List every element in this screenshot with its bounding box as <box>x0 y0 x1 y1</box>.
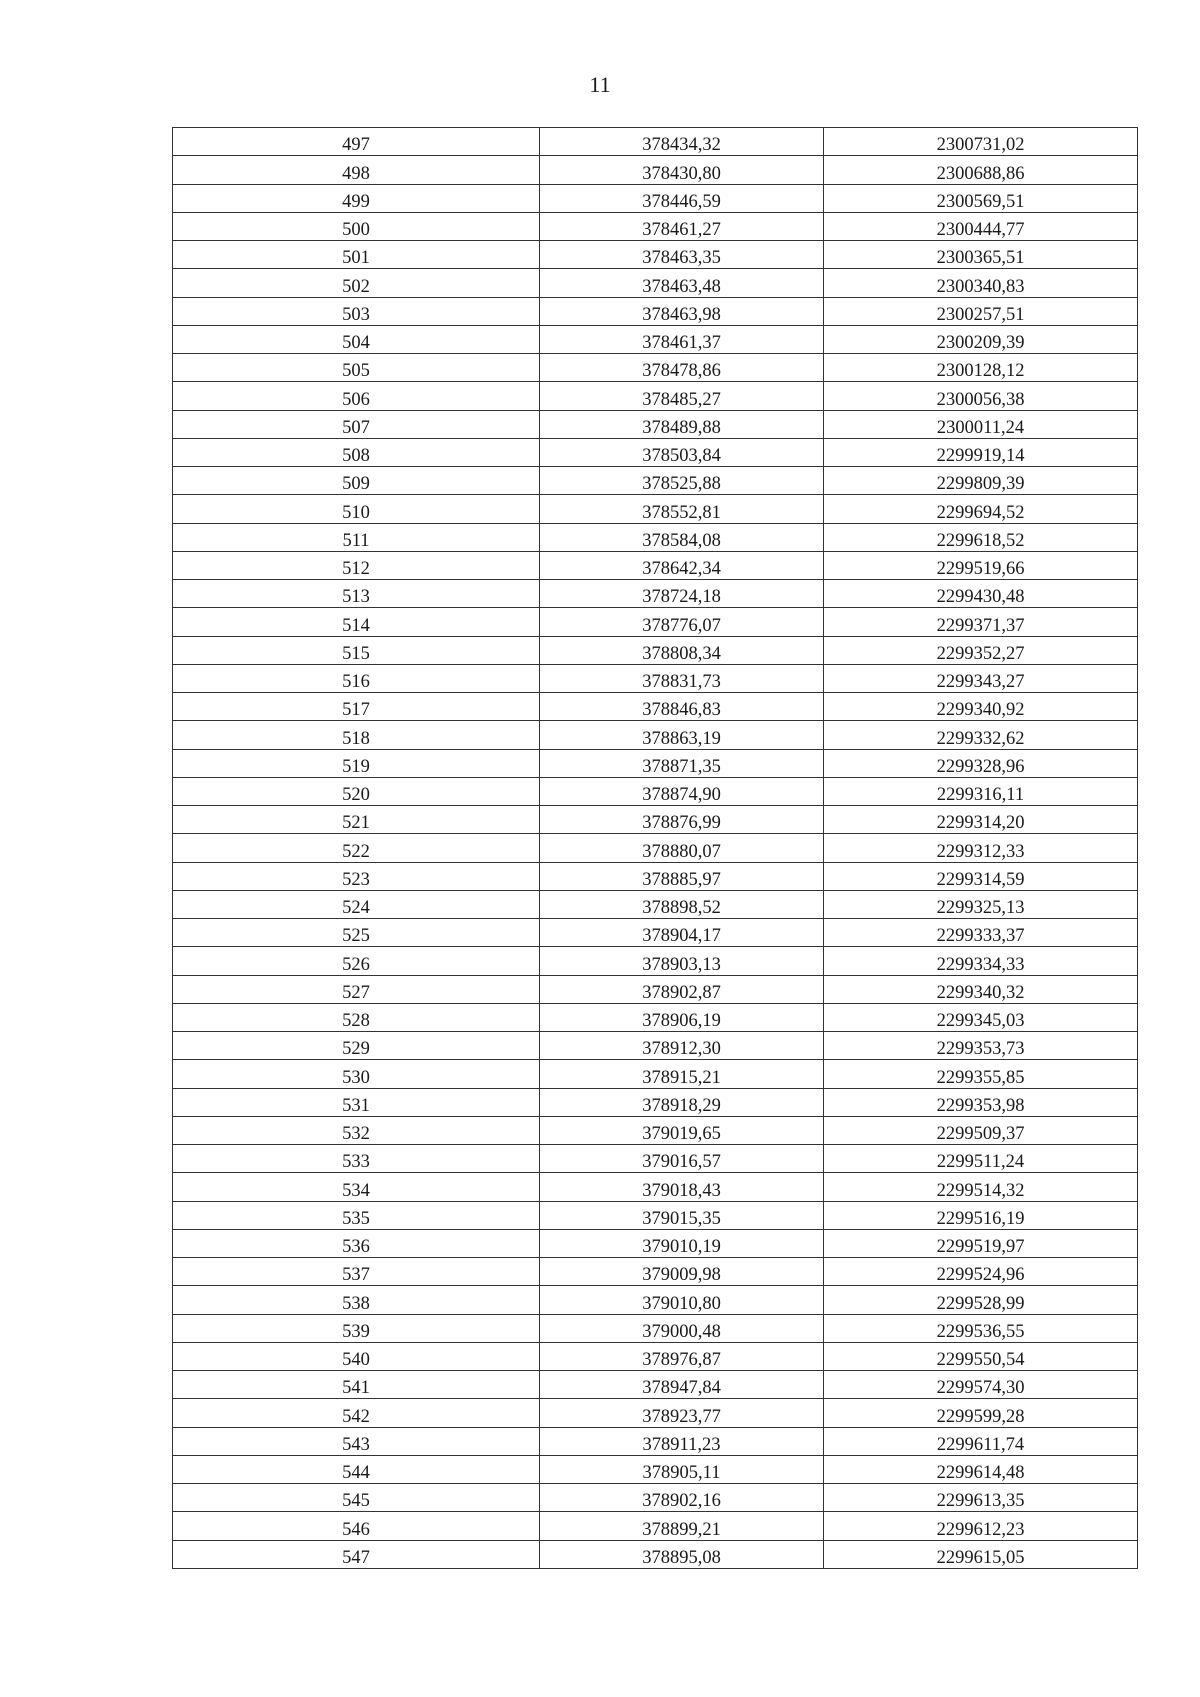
table-row <box>173 664 1138 692</box>
table-row <box>173 495 1138 523</box>
y-coordinate-cell: 2299312,33 <box>824 834 1138 862</box>
table-row <box>173 1173 1138 1201</box>
x-coordinate-cell: 378906,19 <box>540 1003 824 1031</box>
x-coordinate-cell: 379009,98 <box>540 1258 824 1286</box>
x-coordinate-cell: 378434,32 <box>540 128 824 156</box>
table-row <box>173 1427 1138 1455</box>
y-coordinate-cell: 2300128,12 <box>824 354 1138 382</box>
x-coordinate-cell: 378463,35 <box>540 241 824 269</box>
table-row <box>173 156 1138 184</box>
table-row <box>173 184 1138 212</box>
table-row <box>173 1088 1138 1116</box>
y-coordinate-cell: 2300011,24 <box>824 410 1138 438</box>
x-coordinate-cell: 378898,52 <box>540 890 824 918</box>
point-number-cell: 508 <box>173 438 540 466</box>
x-coordinate-cell: 378863,19 <box>540 721 824 749</box>
table-row <box>173 354 1138 382</box>
x-coordinate-cell: 378461,27 <box>540 212 824 240</box>
x-coordinate-cell: 378880,07 <box>540 834 824 862</box>
point-number-cell: 514 <box>173 608 540 636</box>
y-coordinate-cell: 2299524,96 <box>824 1258 1138 1286</box>
point-number-cell: 518 <box>173 721 540 749</box>
y-coordinate-cell: 2299536,55 <box>824 1314 1138 1342</box>
x-coordinate-cell: 378902,16 <box>540 1484 824 1512</box>
x-coordinate-cell: 378915,21 <box>540 1060 824 1088</box>
y-coordinate-cell: 2300257,51 <box>824 297 1138 325</box>
point-number-cell: 535 <box>173 1201 540 1229</box>
y-coordinate-cell: 2299328,96 <box>824 749 1138 777</box>
point-number-cell: 516 <box>173 664 540 692</box>
x-coordinate-cell: 378923,77 <box>540 1399 824 1427</box>
point-number-cell: 515 <box>173 636 540 664</box>
x-coordinate-cell: 378976,87 <box>540 1342 824 1370</box>
y-coordinate-cell: 2299345,03 <box>824 1003 1138 1031</box>
y-coordinate-cell: 2299611,74 <box>824 1427 1138 1455</box>
point-number-cell: 507 <box>173 410 540 438</box>
table-row <box>173 523 1138 551</box>
y-coordinate-cell: 2299316,11 <box>824 777 1138 805</box>
coordinates-table-body <box>173 128 1138 1569</box>
x-coordinate-cell: 378831,73 <box>540 664 824 692</box>
y-coordinate-cell: 2299612,23 <box>824 1512 1138 1540</box>
y-coordinate-cell: 2299340,92 <box>824 693 1138 721</box>
table-row <box>173 636 1138 664</box>
y-coordinate-cell: 2299613,35 <box>824 1484 1138 1512</box>
point-number-cell: 531 <box>173 1088 540 1116</box>
y-coordinate-cell: 2299371,37 <box>824 608 1138 636</box>
point-number-cell: 521 <box>173 806 540 834</box>
x-coordinate-cell: 379018,43 <box>540 1173 824 1201</box>
table-row <box>173 947 1138 975</box>
point-number-cell: 534 <box>173 1173 540 1201</box>
point-number-cell: 547 <box>173 1540 540 1568</box>
table-row <box>173 1258 1138 1286</box>
point-number-cell: 522 <box>173 834 540 862</box>
table-row <box>173 1455 1138 1483</box>
x-coordinate-cell: 378904,17 <box>540 919 824 947</box>
x-coordinate-cell: 378912,30 <box>540 1032 824 1060</box>
x-coordinate-cell: 378911,23 <box>540 1427 824 1455</box>
point-number-cell: 513 <box>173 580 540 608</box>
point-number-cell: 528 <box>173 1003 540 1031</box>
x-coordinate-cell: 379010,80 <box>540 1286 824 1314</box>
y-coordinate-cell: 2299519,97 <box>824 1229 1138 1257</box>
y-coordinate-cell: 2299314,59 <box>824 862 1138 890</box>
x-coordinate-cell: 378808,34 <box>540 636 824 664</box>
point-number-cell: 498 <box>173 156 540 184</box>
x-coordinate-cell: 378903,13 <box>540 947 824 975</box>
x-coordinate-cell: 378895,08 <box>540 1540 824 1568</box>
x-coordinate-cell: 378918,29 <box>540 1088 824 1116</box>
y-coordinate-cell: 2299516,19 <box>824 1201 1138 1229</box>
x-coordinate-cell: 378525,88 <box>540 467 824 495</box>
y-coordinate-cell: 2299314,20 <box>824 806 1138 834</box>
x-coordinate-cell: 378463,98 <box>540 297 824 325</box>
y-coordinate-cell: 2300688,86 <box>824 156 1138 184</box>
y-coordinate-cell: 2299334,33 <box>824 947 1138 975</box>
x-coordinate-cell: 378885,97 <box>540 862 824 890</box>
x-coordinate-cell: 378947,84 <box>540 1371 824 1399</box>
point-number-cell: 539 <box>173 1314 540 1342</box>
y-coordinate-cell: 2299340,32 <box>824 975 1138 1003</box>
table-row <box>173 890 1138 918</box>
y-coordinate-cell: 2299355,85 <box>824 1060 1138 1088</box>
point-number-cell: 500 <box>173 212 540 240</box>
x-coordinate-cell: 378463,48 <box>540 269 824 297</box>
table-row <box>173 1286 1138 1314</box>
table-row <box>173 128 1138 156</box>
x-coordinate-cell: 379016,57 <box>540 1145 824 1173</box>
x-coordinate-cell: 378724,18 <box>540 580 824 608</box>
y-coordinate-cell: 2299343,27 <box>824 664 1138 692</box>
y-coordinate-cell: 2299574,30 <box>824 1371 1138 1399</box>
point-number-cell: 499 <box>173 184 540 212</box>
x-coordinate-cell: 378446,59 <box>540 184 824 212</box>
x-coordinate-cell: 378876,99 <box>540 806 824 834</box>
x-coordinate-cell: 378430,80 <box>540 156 824 184</box>
point-number-cell: 544 <box>173 1455 540 1483</box>
y-coordinate-cell: 2299809,39 <box>824 467 1138 495</box>
y-coordinate-cell: 2299509,37 <box>824 1116 1138 1144</box>
table-row <box>173 1540 1138 1568</box>
table-row <box>173 269 1138 297</box>
point-number-cell: 525 <box>173 919 540 947</box>
page-number: 11 <box>589 72 611 97</box>
x-coordinate-cell: 378503,84 <box>540 438 824 466</box>
y-coordinate-cell: 2299615,05 <box>824 1540 1138 1568</box>
y-coordinate-cell: 2299519,66 <box>824 551 1138 579</box>
point-number-cell: 511 <box>173 523 540 551</box>
x-coordinate-cell: 379019,65 <box>540 1116 824 1144</box>
point-number-cell: 537 <box>173 1258 540 1286</box>
point-number-cell: 529 <box>173 1032 540 1060</box>
y-coordinate-cell: 2300365,51 <box>824 241 1138 269</box>
table-row <box>173 467 1138 495</box>
point-number-cell: 502 <box>173 269 540 297</box>
table-row <box>173 693 1138 721</box>
table-row <box>173 1229 1138 1257</box>
y-coordinate-cell: 2299430,48 <box>824 580 1138 608</box>
table-row <box>173 1003 1138 1031</box>
point-number-cell: 545 <box>173 1484 540 1512</box>
x-coordinate-cell: 378846,83 <box>540 693 824 721</box>
table-row <box>173 1201 1138 1229</box>
point-number-cell: 506 <box>173 382 540 410</box>
y-coordinate-cell: 2300444,77 <box>824 212 1138 240</box>
x-coordinate-cell: 378905,11 <box>540 1455 824 1483</box>
y-coordinate-cell: 2299514,32 <box>824 1173 1138 1201</box>
x-coordinate-cell: 378899,21 <box>540 1512 824 1540</box>
table-row <box>173 862 1138 890</box>
table-row <box>173 297 1138 325</box>
point-number-cell: 520 <box>173 777 540 805</box>
point-number-cell: 505 <box>173 354 540 382</box>
y-coordinate-cell: 2299618,52 <box>824 523 1138 551</box>
x-coordinate-cell: 378902,87 <box>540 975 824 1003</box>
point-number-cell: 497 <box>173 128 540 156</box>
x-coordinate-cell: 378776,07 <box>540 608 824 636</box>
point-number-cell: 530 <box>173 1060 540 1088</box>
y-coordinate-cell: 2299550,54 <box>824 1342 1138 1370</box>
table-row <box>173 975 1138 1003</box>
y-coordinate-cell: 2299694,52 <box>824 495 1138 523</box>
y-coordinate-cell: 2299332,62 <box>824 721 1138 749</box>
point-number-cell: 509 <box>173 467 540 495</box>
point-number-cell: 504 <box>173 325 540 353</box>
table-row <box>173 241 1138 269</box>
point-number-cell: 501 <box>173 241 540 269</box>
table-row <box>173 580 1138 608</box>
table-row <box>173 1116 1138 1144</box>
point-number-cell: 533 <box>173 1145 540 1173</box>
x-coordinate-cell: 379015,35 <box>540 1201 824 1229</box>
table-row <box>173 382 1138 410</box>
point-number-cell: 512 <box>173 551 540 579</box>
x-coordinate-cell: 379000,48 <box>540 1314 824 1342</box>
point-number-cell: 538 <box>173 1286 540 1314</box>
table-row <box>173 438 1138 466</box>
y-coordinate-cell: 2299511,24 <box>824 1145 1138 1173</box>
y-coordinate-cell: 2299353,98 <box>824 1088 1138 1116</box>
x-coordinate-cell: 378489,88 <box>540 410 824 438</box>
table-row <box>173 919 1138 947</box>
table-row <box>173 608 1138 636</box>
y-coordinate-cell: 2299528,99 <box>824 1286 1138 1314</box>
table-row <box>173 1342 1138 1370</box>
y-coordinate-cell: 2299353,73 <box>824 1032 1138 1060</box>
y-coordinate-cell: 2300056,38 <box>824 382 1138 410</box>
point-number-cell: 510 <box>173 495 540 523</box>
table-row <box>173 1512 1138 1540</box>
y-coordinate-cell: 2299352,27 <box>824 636 1138 664</box>
x-coordinate-cell: 378584,08 <box>540 523 824 551</box>
table-row <box>173 1399 1138 1427</box>
table-row <box>173 1032 1138 1060</box>
point-number-cell: 526 <box>173 947 540 975</box>
point-number-cell: 519 <box>173 749 540 777</box>
y-coordinate-cell: 2299919,14 <box>824 438 1138 466</box>
coordinates-table <box>172 127 1138 1569</box>
table-row <box>173 410 1138 438</box>
point-number-cell: 546 <box>173 1512 540 1540</box>
y-coordinate-cell: 2300209,39 <box>824 325 1138 353</box>
y-coordinate-cell: 2299599,28 <box>824 1399 1138 1427</box>
table-row <box>173 777 1138 805</box>
y-coordinate-cell: 2300731,02 <box>824 128 1138 156</box>
x-coordinate-cell: 378485,27 <box>540 382 824 410</box>
table-row <box>173 1484 1138 1512</box>
table-row <box>173 551 1138 579</box>
point-number-cell: 523 <box>173 862 540 890</box>
table-row <box>173 834 1138 862</box>
x-coordinate-cell: 379010,19 <box>540 1229 824 1257</box>
point-number-cell: 536 <box>173 1229 540 1257</box>
y-coordinate-cell: 2299325,13 <box>824 890 1138 918</box>
y-coordinate-cell: 2300340,83 <box>824 269 1138 297</box>
point-number-cell: 503 <box>173 297 540 325</box>
x-coordinate-cell: 378642,34 <box>540 551 824 579</box>
table-row <box>173 1314 1138 1342</box>
y-coordinate-cell: 2299333,37 <box>824 919 1138 947</box>
table-row <box>173 806 1138 834</box>
point-number-cell: 532 <box>173 1116 540 1144</box>
point-number-cell: 524 <box>173 890 540 918</box>
table-row <box>173 212 1138 240</box>
point-number-cell: 540 <box>173 1342 540 1370</box>
table-row <box>173 749 1138 777</box>
point-number-cell: 542 <box>173 1399 540 1427</box>
table-row <box>173 325 1138 353</box>
y-coordinate-cell: 2300569,51 <box>824 184 1138 212</box>
table-row <box>173 721 1138 749</box>
x-coordinate-cell: 378871,35 <box>540 749 824 777</box>
table-row <box>173 1371 1138 1399</box>
point-number-cell: 527 <box>173 975 540 1003</box>
x-coordinate-cell: 378478,86 <box>540 354 824 382</box>
y-coordinate-cell: 2299614,48 <box>824 1455 1138 1483</box>
x-coordinate-cell: 378461,37 <box>540 325 824 353</box>
x-coordinate-cell: 378552,81 <box>540 495 824 523</box>
point-number-cell: 543 <box>173 1427 540 1455</box>
point-number-cell: 517 <box>173 693 540 721</box>
x-coordinate-cell: 378874,90 <box>540 777 824 805</box>
table-row <box>173 1060 1138 1088</box>
table-row <box>173 1145 1138 1173</box>
point-number-cell: 541 <box>173 1371 540 1399</box>
